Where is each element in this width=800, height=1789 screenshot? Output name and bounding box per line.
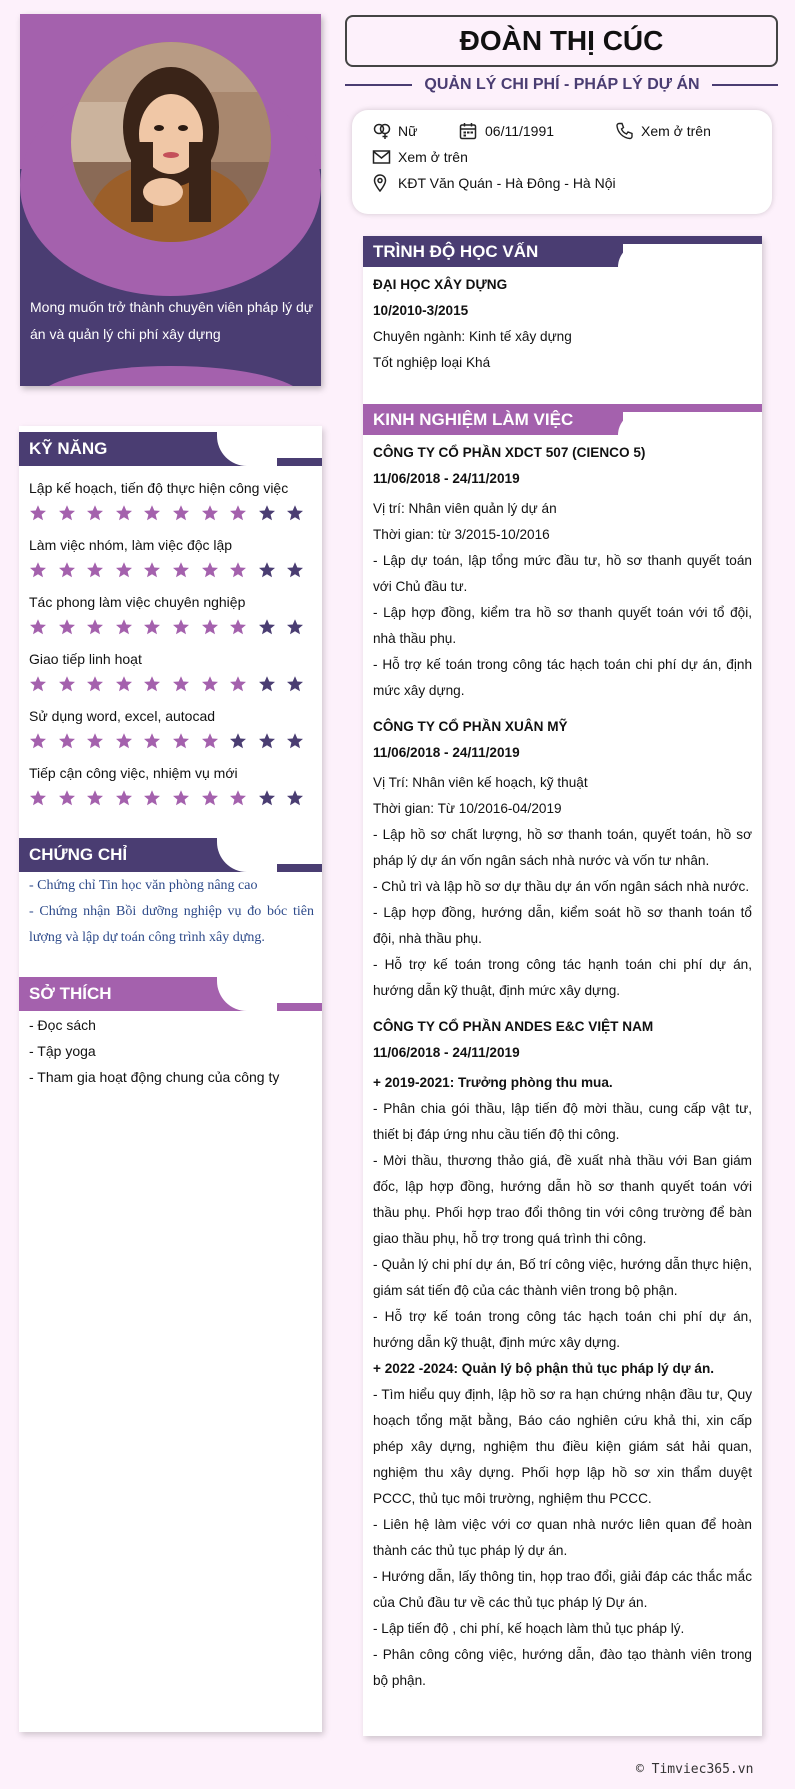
certificate-item: - Chứng chỉ Tin học văn phòng nâng cao: [29, 878, 258, 893]
skill-rating: [29, 561, 319, 583]
hobby-item: - Đọc sách: [29, 1017, 96, 1033]
star-filled-icon: [115, 561, 133, 579]
job-line: - Hướng dẫn, lấy thông tin, họp trao đổi, giải đáp các thắc mắc của Chủ đầu tư về các thủ tục pháp lý Dự án.: [373, 1569, 752, 1610]
job-line: - Lập hợp đồng, hướng dẫn, kiểm soát hồ sơ thanh toán tổ đội, nhà thầu phụ.: [373, 905, 752, 946]
skill-name: Sử dụng word, excel, autocad: [29, 708, 216, 724]
star-filled-icon: [143, 561, 161, 579]
job-line: - Liên hệ làm việc với cơ quan nhà nước liên quan để hoàn thành các thủ tục pháp lý dự án.: [373, 1517, 752, 1558]
skill-rating: [29, 789, 319, 811]
star-filled-icon: [29, 504, 47, 522]
hobby-item: - Tập yoga: [29, 1043, 96, 1059]
star-filled-icon: [29, 789, 47, 807]
star-filled-icon: [229, 504, 247, 522]
job-line: - Quản lý chi phí dự án, Bố trí công việc, hướng dẫn thực hiện, giám sát tiến độ của các thành viên trong bộ phận.: [373, 1257, 752, 1298]
star-empty-icon: [258, 675, 276, 693]
job-line: - Lập hồ sơ chất lượng, hồ sơ thanh toán, quyết toán, hồ sơ pháp lý dự án vốn ngân sách nhà nước và vốn tư nhân.: [373, 827, 752, 868]
star-filled-icon: [201, 561, 219, 579]
location-pin-icon: [372, 174, 392, 192]
address-value: KĐT Văn Quán - Hà Đông - Hà Nội: [398, 175, 616, 191]
company-name: CÔNG TY CỔ PHẦN ANDES E&C VIỆT NAM: [373, 1019, 654, 1034]
job-line: Vị trí: Nhân viên quản lý dự án: [373, 501, 557, 516]
star-filled-icon: [201, 504, 219, 522]
phone-icon: [615, 122, 635, 140]
star-filled-icon: [115, 675, 133, 693]
job-line: - Lập tiến độ , chi phí, kế hoạch làm thủ tục pháp lý.: [373, 1621, 685, 1636]
job-line: - Lập hợp đồng, kiểm tra hồ sơ thanh quyết toán với tổ đội, nhà thầu phụ.: [373, 605, 752, 646]
skill-rating: [29, 675, 319, 697]
star-filled-icon: [201, 675, 219, 693]
job-period: 11/06/2018 - 24/11/2019: [373, 471, 520, 486]
left-panel: [19, 426, 322, 1732]
mail-icon: [372, 148, 392, 166]
job-entry: [373, 714, 752, 1004]
skill-rating: [29, 504, 319, 526]
certificates-heading: [19, 838, 322, 872]
job-role: + 2022 -2024: Quản lý bộ phận thủ tục pháp lý dự án.: [373, 1361, 715, 1376]
star-filled-icon: [86, 504, 104, 522]
job-line: - Phân chia gói thầu, lập tiến độ mời thầu, cung cấp vật tư, thiết bị đáp ứng nhu cầu tiến độ thi công.: [373, 1101, 752, 1142]
star-empty-icon: [229, 732, 247, 750]
star-empty-icon: [286, 618, 304, 636]
gender-icon: [372, 122, 392, 140]
star-filled-icon: [29, 618, 47, 636]
star-empty-icon: [258, 504, 276, 522]
job-line: - Hỗ trợ kế toán trong công tác hạch toán chi phí dự án, hướng dẫn kỹ thuật, định mức xây dựng.: [373, 1309, 752, 1350]
contact-box: [352, 110, 772, 214]
phone-value: Xem ở trên: [641, 123, 711, 139]
star-filled-icon: [201, 618, 219, 636]
star-filled-icon: [143, 504, 161, 522]
star-filled-icon: [172, 504, 190, 522]
job-line: - Lập dự toán, lập tổng mức đầu tư, hồ sơ thanh quyết toán với Chủ đầu tư.: [373, 553, 752, 594]
calendar-icon: [459, 122, 479, 140]
footer-credit[interactable]: © Timviec365.vn: [636, 1762, 754, 1777]
skill-item: [29, 763, 319, 811]
star-filled-icon: [172, 561, 190, 579]
star-filled-icon: [172, 789, 190, 807]
job-line: - Phân công công việc, hướng dẫn, đào tạo thành viên trong bộ phận.: [373, 1647, 752, 1688]
star-filled-icon: [115, 504, 133, 522]
star-empty-icon: [258, 561, 276, 579]
skills-heading-label: KỸ NĂNG: [19, 432, 239, 466]
job-line: - Tìm hiểu quy định, lập hồ sơ ra hạn chứng nhận đầu tư, Quy hoạch tổng mặt bằng, Báo cáo nghiên cứu khả thi, xin cấp phép xây dựng, nghiệm thu điều kiện giám sát hải quan, nghiệm thu xây dựng. Phối hợp lập hồ sơ xin thẩm duyệt PCCC, thủ tục môi trường, nghiệm thu PCCC.: [373, 1387, 752, 1506]
star-filled-icon: [143, 789, 161, 807]
star-empty-icon: [258, 618, 276, 636]
skill-name: Lập kế hoạch, tiến độ thực hiện công việc: [29, 480, 289, 496]
star-filled-icon: [143, 675, 161, 693]
certificate-list: [29, 873, 314, 951]
job-line: - Mời thầu, thương thảo giá, đề xuất nhà thầu với Ban giám đốc, lập hợp đồng, hướng dẫn hồ sơ thanh quyết toán với thầu phụ. Phối hợp trao đổi thông tin với công trường để bàn giao thầu phụ, hỗ trợ trong quá trình thi công.: [373, 1153, 752, 1246]
job-line: Thời gian: từ 3/2015-10/2016: [373, 527, 550, 542]
star-filled-icon: [143, 732, 161, 750]
birthday-value: 06/11/1991: [485, 123, 555, 139]
star-empty-icon: [258, 789, 276, 807]
star-empty-icon: [286, 504, 304, 522]
star-filled-icon: [29, 732, 47, 750]
star-filled-icon: [58, 732, 76, 750]
job-title: QUẢN LÝ CHI PHÍ - PHÁP LÝ DỰ ÁN: [412, 74, 712, 96]
education-heading: [363, 236, 762, 267]
skill-item: [29, 592, 319, 640]
certificates-heading-label: CHỨNG CHỈ: [19, 838, 239, 872]
skills-heading: [19, 432, 322, 466]
star-filled-icon: [86, 561, 104, 579]
skill-item: [29, 706, 319, 754]
job-line: - Hỗ trợ kế toán trong công tác hạch toán chi phí dự án, định mức xây dựng.: [373, 657, 752, 698]
hobby-item: - Tham gia hoạt động chung của công ty: [29, 1069, 280, 1085]
star-filled-icon: [229, 789, 247, 807]
star-filled-icon: [58, 789, 76, 807]
skill-item: [29, 535, 319, 583]
profile-card: [20, 14, 321, 386]
experience-heading-label: KINH NGHIỆM LÀM VIỆC: [363, 404, 623, 435]
star-filled-icon: [58, 675, 76, 693]
star-filled-icon: [229, 618, 247, 636]
career-objective: Mong muốn trở thành chuyên viên pháp lý dự án và quản lý chi phí xây dựng: [30, 299, 314, 342]
skill-rating: [29, 618, 319, 640]
profile-bottom-arc: [36, 366, 306, 386]
job-line: Vị Trí: Nhân viên kế hoạch, kỹ thuật: [373, 775, 588, 790]
skill-name: Giao tiếp linh hoạt: [29, 651, 142, 667]
education-line: Tốt nghiệp loại Khá: [373, 355, 491, 370]
star-filled-icon: [86, 618, 104, 636]
school-name: ĐẠI HỌC XÂY DỰNG: [373, 277, 508, 292]
star-filled-icon: [172, 732, 190, 750]
education-heading-label: TRÌNH ĐỘ HỌC VẤN: [363, 236, 623, 267]
star-filled-icon: [29, 675, 47, 693]
company-name: CÔNG TY CỔ PHẦN XDCT 507 (CIENCO 5): [373, 445, 646, 460]
star-filled-icon: [58, 504, 76, 522]
gender-value: Nữ: [398, 123, 418, 139]
job-line: - Hỗ trợ kế toán trong công tác hạnh toán chi phí dự án, hướng dẫn kỹ thuật, định mức xây dựng.: [373, 957, 752, 998]
job-role: + 2019-2021: Trưởng phòng thu mua.: [373, 1075, 613, 1090]
star-filled-icon: [229, 675, 247, 693]
candidate-name: ĐOÀN THỊ CÚC: [345, 15, 778, 67]
star-filled-icon: [201, 789, 219, 807]
star-empty-icon: [286, 675, 304, 693]
education-block: [373, 272, 752, 376]
skill-item: [29, 649, 319, 697]
hobbies-heading: [19, 977, 322, 1011]
star-empty-icon: [286, 561, 304, 579]
skill-rating: [29, 732, 319, 754]
skill-item: [29, 478, 319, 526]
job-entry: [373, 440, 752, 704]
job-line: Thời gian: Từ 10/2016-04/2019: [373, 801, 562, 816]
hobbies-heading-label: SỞ THÍCH: [19, 977, 239, 1011]
star-filled-icon: [115, 618, 133, 636]
star-filled-icon: [143, 618, 161, 636]
job-entry: [373, 1014, 752, 1694]
avatar: [71, 42, 271, 242]
star-filled-icon: [29, 561, 47, 579]
job-line: - Chủ trì và lập hồ sơ dự thầu dự án vốn ngân sách nhà nước.: [373, 879, 750, 894]
job-period: 11/06/2018 - 24/11/2019: [373, 1045, 520, 1060]
company-name: CÔNG TY CỔ PHẦN XUÂN MỸ: [373, 719, 568, 734]
email-value: Xem ở trên: [398, 149, 468, 165]
star-filled-icon: [58, 561, 76, 579]
job-period: 11/06/2018 - 24/11/2019: [373, 745, 520, 760]
star-filled-icon: [115, 789, 133, 807]
star-filled-icon: [229, 561, 247, 579]
star-filled-icon: [172, 618, 190, 636]
hobby-list: [29, 1012, 314, 1090]
right-panel: [363, 236, 762, 1736]
star-filled-icon: [201, 732, 219, 750]
star-empty-icon: [286, 789, 304, 807]
star-empty-icon: [286, 732, 304, 750]
star-filled-icon: [86, 732, 104, 750]
skill-name: Tác phong làm việc chuyên nghiệp: [29, 594, 246, 610]
certificate-item: - Chứng nhận Bồi dưỡng nghiệp vụ đo bóc tiên lượng và lập dự toán công trình xây dựng.: [29, 904, 314, 945]
star-filled-icon: [172, 675, 190, 693]
star-filled-icon: [86, 675, 104, 693]
education-period: 10/2010-3/2015: [373, 303, 469, 318]
star-filled-icon: [115, 732, 133, 750]
skill-name: Tiếp cận công việc, nhiệm vụ mới: [29, 765, 238, 781]
star-empty-icon: [258, 732, 276, 750]
skill-name: Làm việc nhóm, làm việc độc lập: [29, 537, 233, 553]
experience-heading: [363, 404, 762, 435]
star-filled-icon: [86, 789, 104, 807]
star-filled-icon: [58, 618, 76, 636]
education-line: Chuyên ngành: Kinh tế xây dựng: [373, 329, 572, 344]
